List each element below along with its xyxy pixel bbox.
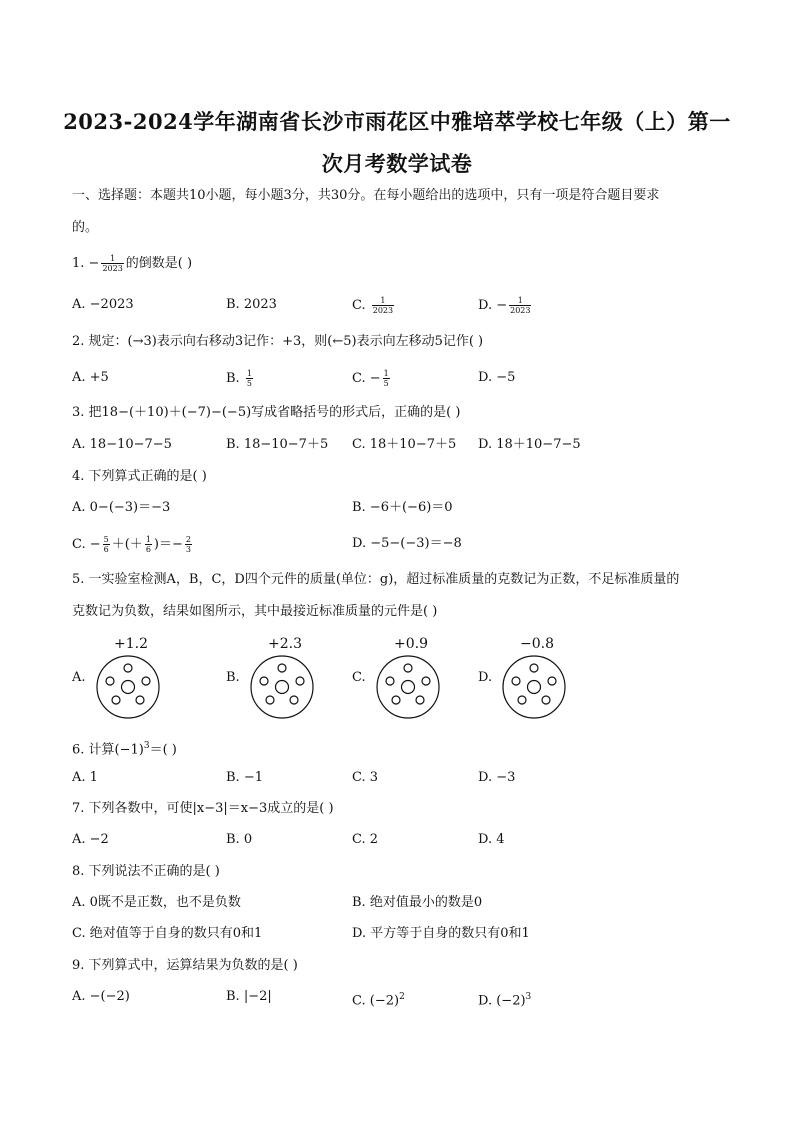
q5-option-b[interactable] [226,636,346,726]
disc-hole [124,664,132,672]
disc-hole [530,664,538,672]
q9-option-b[interactable]: B. |−2| [226,989,272,1004]
q3-option-c[interactable]: C. 18＋10−7＋5 [352,437,457,452]
option-letter: C. [352,670,366,685]
question-2: 2. 规定：(→3)表示向右移动3记作：+3，则(←5)表示向左移动5记作( ) [72,334,484,349]
question-7: 7. 下列各数中，可使|x−3|＝x−3成立的是( ) [72,801,334,816]
disc-center-hole [122,681,135,694]
question-8: 8. 下列说法不正确的是( ) [72,864,220,879]
question-4: 4. 下列算式正确的是( ) [72,469,207,484]
q4-option-c[interactable]: C. − $\frac{5}{6}$ ＋(＋ $\frac{1}{6}$ )＝− $\frac{2}{3}$ [72,535,191,554]
q4-option-a[interactable]: A. 0−(−3)＝−3 [72,500,171,515]
component-disc-icon [375,654,441,720]
q6-option-a[interactable]: A. 1 [72,770,98,785]
disc-hole [542,696,550,704]
q1-option-c[interactable]: C. $\frac{1}{2023}$ [352,296,394,315]
disc-hole [518,696,526,704]
q3-option-d[interactable]: D. 18＋10−7−5 [478,437,581,452]
disc-hole [278,664,286,672]
disc-outline [251,656,313,718]
question-3: 3. 把18−(＋10)＋(−7)−(−5)写成省略括号的形式后，正确的是( ) [72,405,461,420]
disc-outline [503,656,565,718]
q8-option-d[interactable]: D. 平方等于自身的数只有0和1 [352,926,530,941]
q4-option-b[interactable]: B. −6＋(−6)＝0 [352,500,453,515]
q3-option-a[interactable]: A. 18−10−7−5 [72,437,172,452]
q9-option-a[interactable]: A. −(−2) [72,989,130,1004]
q9-option-c[interactable]: C. $(-2)^2$ [352,992,405,1009]
q2-option-b[interactable]: B. $\frac{1}{5}$ [226,369,252,388]
q1-option-d[interactable]: D. − $\frac{1}{2023}$ [478,296,531,315]
option-letter: A. [72,670,86,685]
exam-title-line1: 2023-2024学年湖南省长沙市雨花区中雅培萃学校七年级（上）第一 [63,109,731,134]
q6-option-b[interactable]: B. −1 [226,770,263,785]
q2-option-a[interactable]: A. +5 [72,370,109,385]
disc-hole [290,696,298,704]
q1-option-b[interactable]: B. 2023 [226,297,277,312]
mass-deviation-label: +2.3 [268,636,302,652]
question-5: 5. 一实验室检测A，B，C，D四个元件的质量(单位：g)，超过标准质量的克数记为正数，不足标准质量的 [72,572,680,587]
q6-option-d[interactable]: D. −3 [478,770,516,785]
disc-outline [377,656,439,718]
disc-center-hole [528,681,541,694]
q8-option-c[interactable]: C. 绝对值等于自身的数只有0和1 [72,926,263,941]
disc-hole [266,696,274,704]
exam-title-line2: 次月考数学试卷 [321,151,473,176]
q1-option-a[interactable]: A. −2023 [72,297,134,312]
disc-hole [112,696,120,704]
disc-hole [260,677,268,685]
disc-center-hole [402,681,415,694]
q5-option-d[interactable] [478,636,598,726]
disc-outline [97,656,159,718]
component-disc-icon [249,654,315,720]
question-9: 9. 下列算式中，运算结果为负数的是( ) [72,958,298,973]
q3-option-b[interactable]: B. 18−10−7＋5 [226,437,329,452]
q7-option-c[interactable]: C. 2 [352,832,379,847]
disc-hole [404,664,412,672]
disc-hole [136,696,144,704]
disc-hole [422,677,430,685]
section-instructions-cont: 的。 [72,220,99,235]
q7-option-b[interactable]: B. 0 [226,832,253,847]
question-6: 6. 计算$(-1)^3=$( ) [72,741,177,758]
disc-hole [512,677,520,685]
question-1: 1. − $\frac{1}{2023}$ 的倒数是( ) [72,254,193,273]
section-instructions: 一、选择题：本题共10小题，每小题3分，共30分。在每小题给出的选项中，只有一项是符合题目要求 [72,188,660,203]
disc-hole [386,677,394,685]
disc-hole [106,677,114,685]
disc-hole [416,696,424,704]
disc-hole [142,677,150,685]
question-5-cont: 克数记为负数，结果如图所示，其中最接近标准质量的元件是( ) [72,604,438,619]
q7-option-d[interactable]: D. 4 [478,832,505,847]
mass-deviation-label: +0.9 [394,636,428,652]
q5-option-a[interactable] [72,636,192,726]
q6-option-c[interactable]: C. 3 [352,770,379,785]
q2-option-d[interactable]: D. −5 [478,370,516,385]
disc-hole [392,696,400,704]
mass-deviation-label: −0.8 [520,636,554,652]
option-letter: D. [478,670,493,685]
component-disc-icon [501,654,567,720]
q7-option-a[interactable]: A. −2 [72,832,109,847]
q8-option-a[interactable]: A. 0既不是正数，也不是负数 [72,895,241,910]
q4-option-d[interactable]: D. −5−(−3)＝−8 [352,536,462,551]
disc-hole [548,677,556,685]
q8-option-b[interactable]: B. 绝对值最小的数是0 [352,895,483,910]
component-disc-icon [95,654,161,720]
option-letter: B. [226,670,240,685]
fraction: $\frac{1}{2023}$ [102,254,123,273]
mass-deviation-label: +1.2 [114,636,148,652]
q2-option-c[interactable]: C. − $\frac{1}{5}$ [352,369,389,388]
q5-option-c[interactable] [352,636,472,726]
disc-hole [296,677,304,685]
q9-option-d[interactable]: D. $(-2)^3$ [478,992,532,1009]
disc-center-hole [276,681,289,694]
